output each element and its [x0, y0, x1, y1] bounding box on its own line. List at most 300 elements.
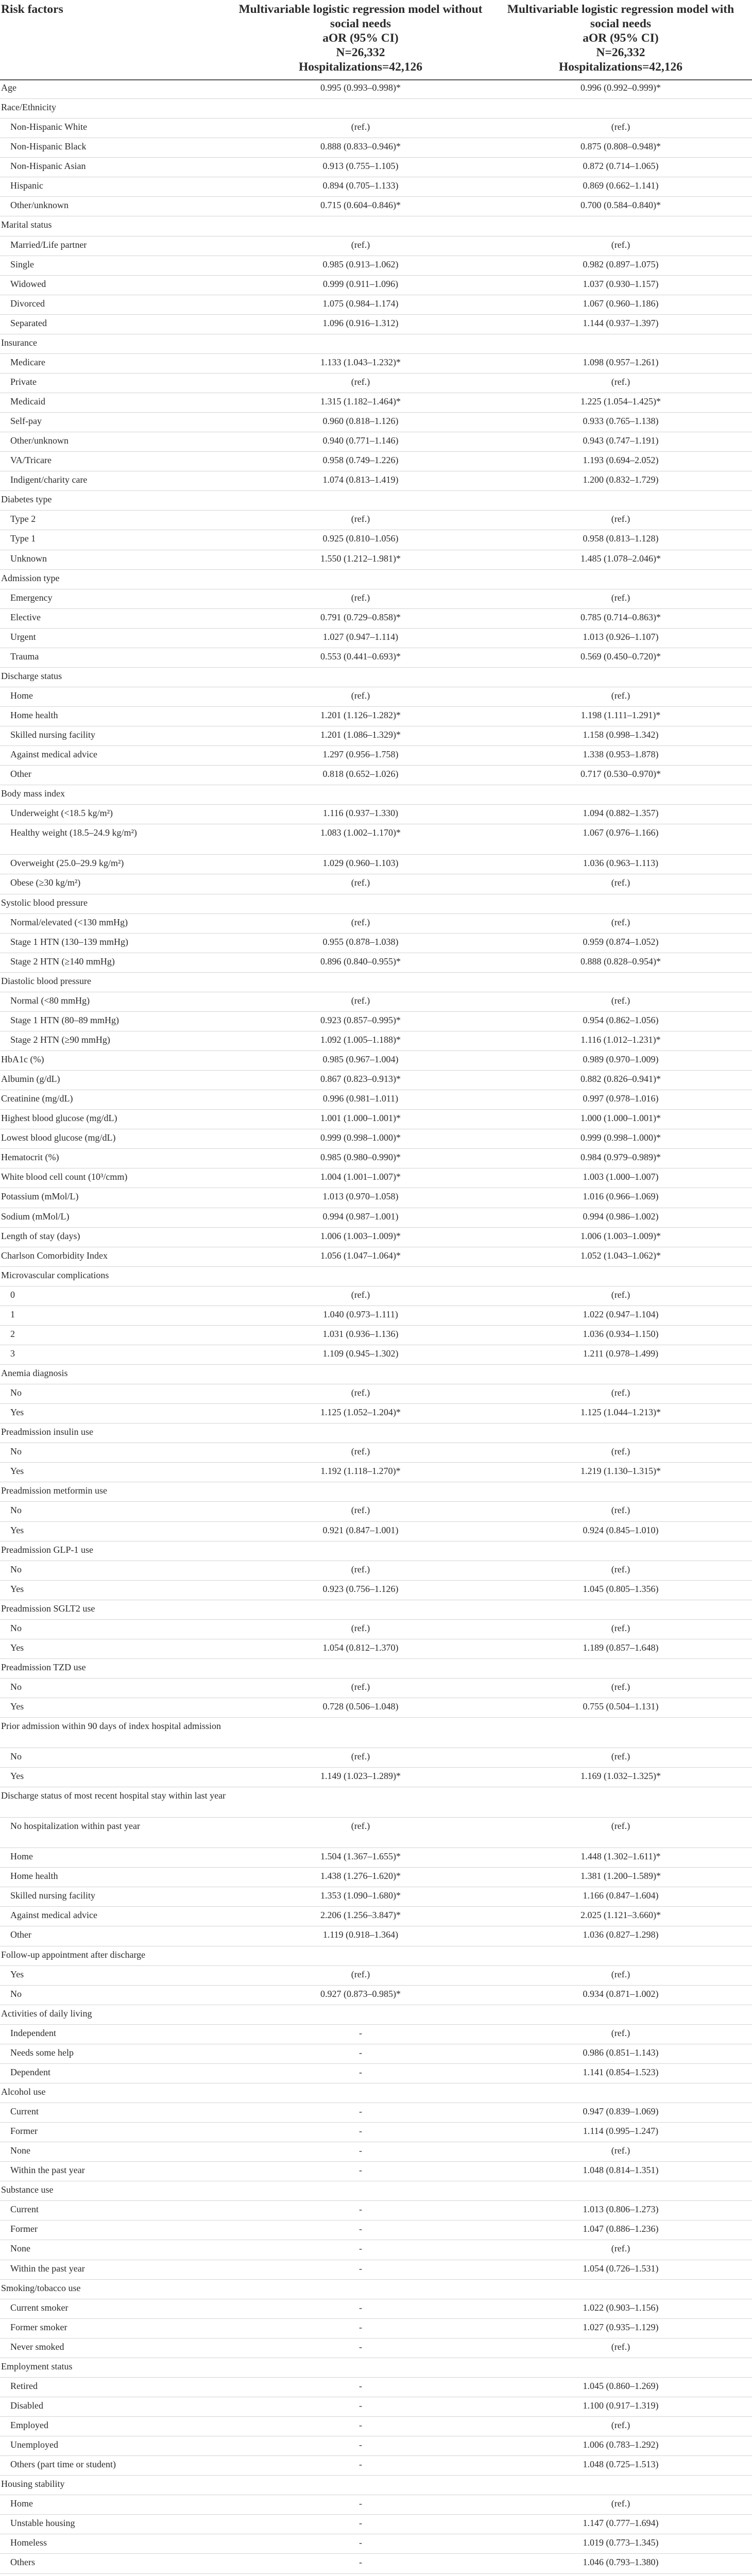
table-row [0, 2495, 752, 2515]
row-label: Others (part time or student) [10, 2459, 116, 2470]
row-value-without-social-needs: 1.297 (0.956–1.758) [322, 749, 399, 760]
table-row [0, 1639, 752, 1659]
table-row [0, 354, 752, 374]
row-value-without-social-needs: - [359, 2204, 362, 2215]
row-value-without-social-needs: 0.985 (0.980–0.990)* [320, 1152, 401, 1163]
table-row [0, 1306, 752, 1326]
row-value-with-social-needs: 1.189 (0.857–1.648) [583, 1642, 659, 1653]
table-row [0, 236, 752, 256]
table-row [0, 1887, 752, 1907]
table-row [0, 1502, 752, 1521]
row-value-without-social-needs: (ref.) [351, 1505, 370, 1516]
row-value-without-social-needs: 0.715 (0.604–0.846)* [320, 200, 401, 211]
row-label: Homeless [10, 2537, 47, 2548]
row-label: Unknown [10, 553, 47, 564]
row-label: Smoking/tobacco use [1, 2282, 81, 2293]
table-row [0, 2456, 752, 2476]
row-value-with-social-needs: 1.100 (0.917–1.319) [583, 2400, 659, 2411]
table-row [0, 1541, 752, 1561]
row-label: Normal/elevated (<130 mmHg) [10, 917, 128, 927]
row-value-without-social-needs: (ref.) [351, 877, 370, 888]
table-row [0, 1051, 752, 1071]
row-label: Non-Hispanic Asian [10, 161, 86, 172]
table-row [0, 992, 752, 1012]
row-value-without-social-needs: - [359, 2165, 362, 2176]
row-value-without-social-needs: 1.119 (0.918–1.364) [322, 1929, 399, 1940]
row-value-with-social-needs: 0.717 (0.530–0.970)* [580, 769, 661, 779]
table-row [0, 1986, 752, 2005]
row-value-with-social-needs: 1.003 (1.000–1.007) [583, 1172, 659, 1182]
row-label: Current [10, 2204, 39, 2215]
table-row [0, 2005, 752, 2025]
row-label: Type 2 [10, 514, 36, 524]
table-row [0, 570, 752, 589]
row-value-with-social-needs: 1.116 (1.012–1.231)* [580, 1034, 661, 1045]
row-value-without-social-needs: (ref.) [351, 592, 370, 603]
row-value-with-social-needs: 1.200 (0.832–1.729) [583, 474, 659, 485]
table-row [0, 118, 752, 138]
row-label: No [10, 1751, 22, 1762]
row-value-with-social-needs: 0.996 (0.992–0.999)* [580, 82, 661, 93]
table-row [0, 1926, 752, 1946]
row-value-without-social-needs: 1.201 (1.086–1.329)* [320, 730, 401, 740]
row-label: Alcohol use [1, 2086, 46, 2097]
row-value-with-social-needs: (ref.) [611, 376, 630, 387]
row-label: No [10, 1505, 22, 1516]
row-value-with-social-needs: 1.219 (1.130–1.315)* [580, 1466, 661, 1477]
row-label: Against medical advice [10, 749, 97, 760]
row-value-with-social-needs: (ref.) [611, 2027, 630, 2038]
row-label: Home health [10, 1871, 58, 1882]
table-row [0, 1208, 752, 1228]
row-value-with-social-needs: 0.994 (0.986–1.002) [583, 1211, 659, 1222]
row-value-with-social-needs: 0.700 (0.584–0.840)* [580, 200, 661, 211]
row-value-with-social-needs: (ref.) [611, 2341, 630, 2352]
row-label: Within the past year [10, 2165, 85, 2176]
row-label: Former [10, 2126, 38, 2137]
row-value-without-social-needs: 0.995 (0.993–0.998)* [320, 82, 401, 93]
row-value-without-social-needs: 1.116 (0.937–1.330) [322, 808, 399, 819]
row-value-without-social-needs: 1.075 (0.984–1.174) [322, 298, 399, 309]
row-label: Underweight (<18.5 kg/m²) [10, 808, 113, 819]
table-row [0, 197, 752, 216]
row-value-without-social-needs: 0.888 (0.833–0.946)* [320, 141, 401, 152]
row-value-without-social-needs: (ref.) [351, 1387, 370, 1398]
table-row [0, 1149, 752, 1168]
row-value-with-social-needs: 1.019 (0.773–1.345) [583, 2537, 659, 2548]
row-label: Potassium (mMol/L) [1, 1191, 79, 1202]
table-row [0, 1267, 752, 1286]
row-label: Prior admission within 90 days of index hospital admission [1, 1721, 221, 1732]
row-value-with-social-needs: 1.048 (0.725–1.513) [583, 2459, 659, 2470]
row-value-without-social-needs: - [359, 2263, 362, 2274]
table-row [0, 1247, 752, 1267]
row-value-without-social-needs: (ref.) [351, 1821, 370, 1832]
table-row [0, 1818, 752, 1848]
row-label: Medicare [10, 357, 45, 367]
row-label: Other/unknown [10, 200, 69, 211]
row-label: Yes [10, 1524, 24, 1535]
row-label: Hispanic [10, 180, 43, 191]
row-label: Needs some help [10, 2047, 74, 2058]
table-header [0, 0, 752, 80]
row-label: Current [10, 2106, 39, 2117]
row-value-without-social-needs: 0.994 (0.987–1.001) [322, 1211, 399, 1222]
row-label: Home [10, 1851, 33, 1862]
row-label: Discharge status [1, 670, 62, 681]
table-row [0, 1482, 752, 1502]
row-value-with-social-needs: 0.959 (0.874–1.052) [583, 936, 659, 947]
table-row [0, 1110, 752, 1129]
row-label: Never smoked [10, 2341, 64, 2352]
row-label: Insurance [1, 337, 37, 348]
row-label: Self-pay [10, 416, 42, 427]
row-label: Skilled nursing facility [10, 1890, 95, 1901]
row-value-with-social-needs: (ref.) [611, 1682, 630, 1692]
table-row [0, 1907, 752, 1926]
row-value-without-social-needs: 0.913 (0.755–1.105) [322, 161, 399, 172]
row-label: Preadmission GLP-1 use [1, 1544, 93, 1555]
row-value-with-social-needs: 1.067 (0.976–1.166) [583, 827, 659, 838]
row-value-with-social-needs: 1.016 (0.966–1.069) [583, 1191, 659, 1202]
table-row [0, 629, 752, 648]
table-row [0, 2044, 752, 2064]
table-row [0, 1868, 752, 1887]
row-label: Separated [10, 317, 47, 328]
row-value-with-social-needs: 0.982 (0.897–1.075) [583, 259, 659, 269]
row-value-with-social-needs: 0.872 (0.714–1.065) [583, 161, 659, 172]
row-value-with-social-needs: (ref.) [611, 2420, 630, 2431]
row-value-without-social-needs: - [359, 2420, 362, 2431]
row-value-with-social-needs: 1.144 (0.937–1.397) [583, 317, 659, 328]
row-value-with-social-needs: (ref.) [611, 1751, 630, 1762]
table-row [0, 550, 752, 570]
table-row [0, 471, 752, 491]
row-value-without-social-needs: 0.921 (0.847–1.001) [322, 1524, 399, 1535]
table-row [0, 2515, 752, 2534]
table-row [0, 1659, 752, 1679]
row-label: Retired [10, 2380, 38, 2391]
table-row [0, 374, 752, 393]
table-row [0, 2554, 752, 2573]
row-value-without-social-needs: (ref.) [351, 1751, 370, 1762]
row-label: Skilled nursing facility [10, 730, 95, 740]
row-label: Systolic blood pressure [1, 897, 88, 908]
row-value-without-social-needs: 0.927 (0.873–0.985)* [320, 1988, 401, 1999]
row-value-without-social-needs: 1.353 (1.090–1.680)* [320, 1890, 401, 1901]
table-row [0, 295, 752, 315]
table-row [0, 2397, 752, 2417]
table-row [0, 1188, 752, 1208]
row-label: Housing stability [1, 2479, 65, 2489]
table-row [0, 1600, 752, 1620]
row-label: Emergency [10, 592, 53, 603]
row-value-with-social-needs: (ref.) [611, 1821, 630, 1832]
table-row [0, 1228, 752, 1247]
row-value-with-social-needs: 1.054 (0.726–1.531) [583, 2263, 659, 2274]
row-value-with-social-needs: 1.036 (0.934–1.150) [583, 1328, 659, 1339]
row-label: Preadmission metformin use [1, 1485, 107, 1496]
row-value-with-social-needs: (ref.) [611, 1289, 630, 1300]
row-value-with-social-needs: 1.036 (0.963–1.113) [583, 858, 659, 869]
row-value-with-social-needs: 0.755 (0.504–1.131) [583, 1701, 659, 1712]
table-row [0, 1698, 752, 1718]
row-value-with-social-needs: 0.924 (0.845–1.010) [583, 1524, 659, 1535]
row-value-with-social-needs: 1.022 (0.903–1.156) [583, 2302, 659, 2313]
row-value-with-social-needs: 1.094 (0.882–1.357) [583, 808, 659, 819]
row-value-with-social-needs: (ref.) [611, 2498, 630, 2509]
table-row [0, 934, 752, 953]
row-label: Employment status [1, 2361, 73, 2371]
row-value-with-social-needs: (ref.) [611, 1446, 630, 1457]
row-value-with-social-needs: 1.485 (1.078–2.046)* [580, 553, 661, 564]
row-value-without-social-needs: - [359, 2126, 362, 2137]
row-value-with-social-needs: (ref.) [611, 917, 630, 927]
table-row [0, 1071, 752, 1090]
table-row [0, 2417, 752, 2436]
row-label: Former smoker [10, 2321, 67, 2332]
table-row [0, 1345, 752, 1365]
row-value-with-social-needs: 0.785 (0.714–0.863)* [580, 612, 661, 622]
row-value-without-social-needs: - [359, 2066, 362, 2077]
row-value-with-social-needs: 0.986 (0.851–1.143) [583, 2047, 659, 2058]
row-label: Age [1, 82, 16, 93]
table-row [0, 1848, 752, 1868]
row-label: Lowest blood glucose (mg/dL) [1, 1132, 116, 1143]
row-value-without-social-needs: (ref.) [351, 995, 370, 1006]
table-row [0, 2358, 752, 2378]
row-value-without-social-needs: (ref.) [351, 1446, 370, 1457]
row-value-with-social-needs: 1.013 (0.806–1.273) [583, 2204, 659, 2215]
row-value-without-social-needs: 1.040 (0.973–1.111) [323, 1309, 398, 1319]
row-label: Home health [10, 710, 58, 720]
row-label: HbA1c (%) [1, 1054, 44, 1064]
row-value-with-social-needs: 1.047 (0.886–1.236) [583, 2224, 659, 2234]
row-value-without-social-needs: 1.550 (1.212–1.981)* [320, 553, 401, 564]
table-row [0, 2260, 752, 2280]
row-label: Marital status [1, 219, 52, 230]
row-label: Activities of daily living [1, 2008, 92, 2019]
row-value-with-social-needs: 0.984 (0.979–0.989)* [580, 1152, 661, 1163]
row-value-without-social-needs: - [359, 2518, 362, 2529]
row-value-with-social-needs: 1.037 (0.930–1.157) [583, 278, 659, 289]
row-value-without-social-needs: - [359, 2321, 362, 2332]
row-value-with-social-needs: 2.025 (1.121–3.660)* [580, 1910, 661, 1921]
row-value-without-social-needs: (ref.) [351, 1622, 370, 1633]
table-row [0, 1620, 752, 1639]
table-row [0, 766, 752, 785]
table-row [0, 1129, 752, 1149]
row-value-without-social-needs: - [359, 2557, 362, 2568]
row-label: Divorced [10, 298, 45, 309]
row-label: Preadmission insulin use [1, 1427, 93, 1437]
table-row [0, 2181, 752, 2201]
row-label: Anemia diagnosis [1, 1368, 68, 1378]
table-row [0, 2142, 752, 2162]
row-value-without-social-needs: (ref.) [351, 917, 370, 927]
row-value-without-social-needs: 1.029 (0.960–1.103) [322, 858, 399, 869]
row-value-with-social-needs: (ref.) [611, 239, 630, 250]
row-value-without-social-needs: (ref.) [351, 1289, 370, 1300]
row-value-with-social-needs: (ref.) [611, 877, 630, 888]
row-value-without-social-needs: 0.940 (0.771–1.146) [322, 435, 399, 446]
row-value-without-social-needs: 1.109 (0.945–1.302) [322, 1348, 399, 1359]
row-value-with-social-needs: 1.000 (1.000–1.001)* [580, 1113, 661, 1124]
row-value-with-social-needs: 0.933 (0.765–1.138) [583, 416, 659, 427]
row-value-without-social-needs: 1.192 (1.118–1.270)* [320, 1466, 401, 1477]
row-value-with-social-needs: 1.198 (1.111–1.291)* [580, 710, 661, 720]
table-row [0, 1443, 752, 1463]
header-model-without-social-needs: Multivariable logistic regression model without social needs aOR (95% CI) N=26,332 Hospitalizations=42,126 [238, 3, 483, 74]
table-row [0, 1522, 752, 1541]
row-value-without-social-needs: 0.960 (0.818–1.126) [322, 416, 399, 427]
row-label: Other [10, 769, 31, 779]
row-value-with-social-needs: 1.098 (0.957–1.261) [583, 357, 659, 367]
row-label: Other/unknown [10, 435, 69, 446]
row-label: Charlson Comorbidity Index [1, 1250, 108, 1261]
table-row [0, 491, 752, 511]
row-value-without-social-needs: 1.027 (0.947–1.114) [322, 631, 399, 642]
row-label: Within the past year [10, 2263, 85, 2274]
table-row [0, 1012, 752, 1031]
row-value-with-social-needs: 1.381 (1.200–1.589)* [580, 1871, 661, 1882]
row-value-with-social-needs: 1.046 (0.793–1.380) [583, 2557, 659, 2568]
table-row [0, 2378, 752, 2397]
table-row [0, 687, 752, 707]
row-value-without-social-needs: 1.125 (1.052–1.204)* [320, 1407, 401, 1418]
row-value-without-social-needs: 1.133 (1.043–1.232)* [320, 357, 401, 367]
row-value-without-social-needs: 0.896 (0.840–0.955)* [320, 956, 401, 967]
row-label: Disabled [10, 2400, 43, 2411]
table-row [0, 726, 752, 746]
table-row [0, 2221, 752, 2240]
row-value-without-social-needs: 0.791 (0.729–0.858)* [320, 612, 401, 622]
row-value-without-social-needs: 1.438 (1.276–1.620)* [320, 1871, 401, 1882]
row-value-without-social-needs: 1.083 (1.002–1.170)* [320, 827, 401, 838]
row-value-without-social-needs: (ref.) [351, 1682, 370, 1692]
row-value-with-social-needs: 0.934 (0.871–1.002) [583, 1988, 659, 1999]
table-row [0, 894, 752, 914]
row-label: Hematocrit (%) [1, 1152, 59, 1163]
row-value-without-social-needs: - [359, 2439, 362, 2450]
row-label: Married/Life partner [10, 239, 87, 250]
row-value-with-social-needs: (ref.) [611, 2243, 630, 2254]
row-value-without-social-needs: - [359, 2145, 362, 2156]
row-value-without-social-needs: 1.315 (1.182–1.464)* [320, 396, 401, 406]
row-value-with-social-needs: 1.147 (0.777–1.694) [583, 2518, 659, 2529]
row-label: None [10, 2145, 30, 2156]
table-row [0, 1286, 752, 1306]
row-label: Highest blood glucose (mg/dL) [1, 1113, 117, 1124]
row-label: Medicaid [10, 396, 45, 406]
row-label: Obese (≥30 kg/m²) [10, 877, 81, 888]
row-value-without-social-needs: - [359, 2537, 362, 2548]
row-value-without-social-needs: 1.031 (0.936–1.136) [322, 1328, 399, 1339]
row-label: Against medical advice [10, 1910, 97, 1921]
row-value-without-social-needs: 1.096 (0.916–1.312) [322, 317, 399, 328]
row-label: Length of stay (days) [1, 1230, 80, 1241]
row-value-with-social-needs: 1.067 (0.960–1.186) [583, 298, 659, 309]
row-value-with-social-needs: 1.006 (0.783–1.292) [583, 2439, 659, 2450]
table-row [0, 1561, 752, 1581]
row-value-without-social-needs: - [359, 2027, 362, 2038]
table-row [0, 158, 752, 177]
row-label: White blood cell count (10³/cmm) [1, 1172, 128, 1182]
table-row [0, 393, 752, 413]
row-label: Stage 1 HTN (80–89 mmHg) [10, 1014, 119, 1025]
header-model-with-social-needs: Multivariable logistic regression model with social needs aOR (95% CI) N=26,332 Hospitalizations=42,126 [507, 3, 734, 74]
table-row [0, 785, 752, 805]
table-row [0, 1966, 752, 1986]
row-value-with-social-needs: (ref.) [611, 1622, 630, 1633]
table-row [0, 1423, 752, 1443]
table-row [0, 2299, 752, 2319]
row-value-with-social-needs: 0.882 (0.826–0.941)* [580, 1074, 661, 1084]
table-row [0, 216, 752, 236]
row-value-without-social-needs: 0.985 (0.913–1.062) [322, 259, 399, 269]
row-label: Yes [10, 1407, 24, 1418]
row-value-with-social-needs: 1.225 (1.054–1.425)* [580, 396, 661, 406]
row-value-with-social-needs: (ref.) [611, 592, 630, 603]
table-row [0, 2240, 752, 2260]
row-value-with-social-needs: 1.048 (0.814–1.351) [583, 2165, 659, 2176]
row-value-without-social-needs: (ref.) [351, 122, 370, 132]
row-label: Private [10, 376, 37, 387]
row-value-with-social-needs: 1.338 (0.953–1.878) [583, 749, 659, 760]
row-label: No [10, 1564, 22, 1574]
row-value-without-social-needs: 1.006 (1.003–1.009)* [320, 1230, 401, 1241]
row-label: 0 [10, 1289, 15, 1300]
table-row [0, 530, 752, 550]
row-value-without-social-needs: (ref.) [351, 1564, 370, 1574]
row-label: Follow-up appointment after discharge [1, 1949, 146, 1960]
table-row [0, 1463, 752, 1482]
row-value-without-social-needs: 0.894 (0.705–1.133) [322, 180, 399, 191]
row-label: No [10, 1622, 22, 1633]
row-label: Current smoker [10, 2302, 69, 2313]
row-label: Former [10, 2224, 38, 2234]
row-label: Body mass index [1, 788, 65, 799]
row-value-without-social-needs: 2.206 (1.256–3.847)* [320, 1910, 401, 1921]
table-row [0, 1384, 752, 1404]
row-label: No [10, 1988, 22, 1999]
row-label: Admission type [1, 572, 60, 583]
table-row [0, 256, 752, 276]
table-row [0, 1404, 752, 1423]
table-row [0, 1031, 752, 1051]
table-row [0, 1168, 752, 1188]
row-value-without-social-needs: 0.923 (0.857–0.995)* [320, 1014, 401, 1025]
row-value-with-social-needs: 0.569 (0.450–0.720)* [580, 651, 661, 662]
table-row [0, 413, 752, 432]
row-value-without-social-needs: 1.092 (1.005–1.188)* [320, 1034, 401, 1045]
row-value-without-social-needs: (ref.) [351, 690, 370, 701]
table-row [0, 138, 752, 158]
table-row [0, 2162, 752, 2181]
table-row [0, 2201, 752, 2221]
row-label: None [10, 2243, 30, 2254]
table-row [0, 315, 752, 334]
row-label: Dependent [10, 2066, 50, 2077]
row-value-without-social-needs: - [359, 2106, 362, 2117]
row-value-with-social-needs: 1.045 (0.805–1.356) [583, 1583, 659, 1594]
table-row [0, 746, 752, 766]
table-row [0, 1718, 752, 1748]
table-row [0, 668, 752, 687]
table-row [0, 2123, 752, 2142]
row-label: Healthy weight (18.5–24.9 kg/m²) [10, 827, 137, 838]
row-value-with-social-needs: (ref.) [611, 514, 630, 524]
